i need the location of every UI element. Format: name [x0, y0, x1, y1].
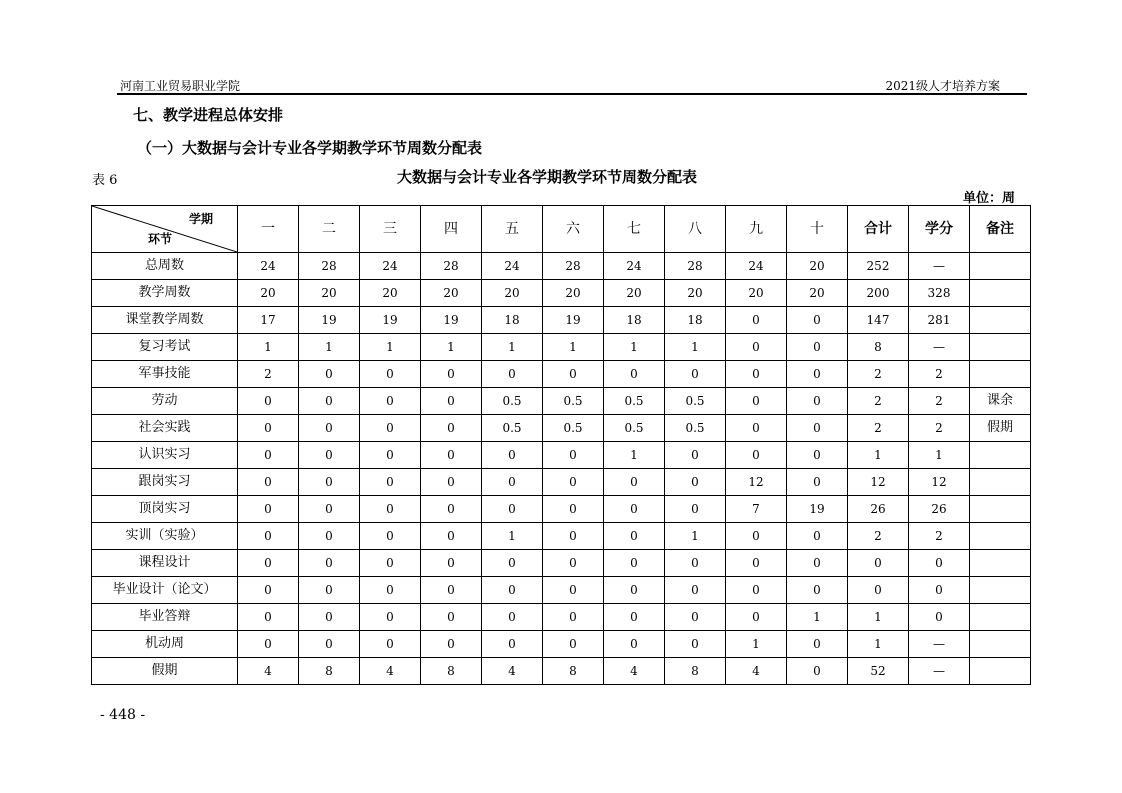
- table-cell: 147: [848, 307, 909, 334]
- corner-label-term: 学期: [188, 212, 213, 226]
- unit-label: 单位：周: [962, 191, 1015, 206]
- column-header: 学分: [909, 206, 970, 253]
- table-cell: 0: [299, 550, 360, 577]
- column-header: 四: [421, 206, 482, 253]
- table-cell: 19: [543, 307, 604, 334]
- table-cell: 28: [665, 253, 726, 280]
- table-cell: 0: [665, 496, 726, 523]
- row-label: 跟岗实习: [92, 469, 238, 496]
- week-allocation-table: [91, 205, 1031, 685]
- column-header: 七: [604, 206, 665, 253]
- note-cell: [970, 658, 1031, 685]
- table-cell: 0.5: [665, 388, 726, 415]
- note-cell: [970, 523, 1031, 550]
- table-cell: 0: [604, 469, 665, 496]
- table-cell: 0: [543, 604, 604, 631]
- table-cell: 20: [360, 280, 421, 307]
- table-cell: 0: [787, 658, 848, 685]
- table-cell: 4: [360, 658, 421, 685]
- column-header: 一: [238, 206, 299, 253]
- table-cell: 1: [360, 334, 421, 361]
- row-label: 毕业答辩: [92, 604, 238, 631]
- row-label: 军事技能: [92, 361, 238, 388]
- table-header-row: [92, 206, 1031, 253]
- table-cell: 0: [482, 361, 543, 388]
- table-cell: 4: [238, 658, 299, 685]
- table-cell: 0: [726, 604, 787, 631]
- table-cell: 0: [787, 577, 848, 604]
- table-cell: 0: [543, 577, 604, 604]
- table-row: [92, 658, 1031, 685]
- table-cell: —: [909, 253, 970, 280]
- table-row: [92, 334, 1031, 361]
- table-cell: 2: [238, 361, 299, 388]
- table-cell: 0: [299, 631, 360, 658]
- table-cell: 0: [360, 388, 421, 415]
- table-cell: 20: [299, 280, 360, 307]
- table-cell: 328: [909, 280, 970, 307]
- table-cell: 0: [543, 496, 604, 523]
- table-cell: 2: [909, 388, 970, 415]
- table-cell: —: [909, 334, 970, 361]
- table-row: [92, 631, 1031, 658]
- table-cell: 0: [543, 469, 604, 496]
- row-label: 课程设计: [92, 550, 238, 577]
- table-row: [92, 415, 1031, 442]
- column-header: 十: [787, 206, 848, 253]
- table-cell: 0: [543, 361, 604, 388]
- table-cell: 0: [421, 631, 482, 658]
- table-cell: 0: [726, 550, 787, 577]
- table-cell: 0: [543, 523, 604, 550]
- table-cell: 281: [909, 307, 970, 334]
- column-header: 五: [482, 206, 543, 253]
- column-header: 备注: [970, 206, 1031, 253]
- table-cell: 1: [482, 523, 543, 550]
- note-cell: [970, 577, 1031, 604]
- table-cell: 0: [238, 631, 299, 658]
- table-cell: 0: [543, 631, 604, 658]
- table-cell: 0: [360, 442, 421, 469]
- row-label: 假期: [92, 658, 238, 685]
- table-cell: 1: [726, 631, 787, 658]
- table-cell: 0: [482, 469, 543, 496]
- table-row: [92, 496, 1031, 523]
- table-cell: 1: [665, 334, 726, 361]
- table-cell: 0: [787, 334, 848, 361]
- table-cell: 0: [299, 442, 360, 469]
- table-cell: 0: [360, 550, 421, 577]
- table-cell: 20: [726, 280, 787, 307]
- table-cell: 0: [238, 604, 299, 631]
- table-cell: 0: [360, 496, 421, 523]
- table-cell: 0: [726, 307, 787, 334]
- table-cell: 0: [238, 550, 299, 577]
- table-cell: 24: [482, 253, 543, 280]
- table-cell: 24: [726, 253, 787, 280]
- table-cell: 0: [360, 577, 421, 604]
- table-row: [92, 604, 1031, 631]
- table-row: [92, 253, 1031, 280]
- table-cell: 7: [726, 496, 787, 523]
- table-cell: 2: [848, 361, 909, 388]
- table-cell: 0: [665, 361, 726, 388]
- table-row: [92, 550, 1031, 577]
- table-cell: 0: [238, 496, 299, 523]
- table-cell: —: [909, 658, 970, 685]
- table-cell: 0: [238, 523, 299, 550]
- table-cell: 1: [543, 334, 604, 361]
- table-cell: 0: [299, 604, 360, 631]
- table-cell: 0: [482, 577, 543, 604]
- table-cell: 4: [604, 658, 665, 685]
- table-cell: 0: [299, 523, 360, 550]
- table-cell: 0: [604, 523, 665, 550]
- table-cell: 0: [848, 577, 909, 604]
- table-cell: 0: [482, 496, 543, 523]
- table-cell: 0: [421, 361, 482, 388]
- table-cell: 1: [787, 604, 848, 631]
- table-cell: 0: [665, 550, 726, 577]
- table-row: [92, 523, 1031, 550]
- table-cell: 0: [787, 442, 848, 469]
- table-cell: 0: [421, 415, 482, 442]
- table-cell: 0.5: [604, 388, 665, 415]
- table-cell: 0: [299, 388, 360, 415]
- section-title: 七、教学进程总体安排: [133, 106, 284, 124]
- table-cell: 0: [604, 361, 665, 388]
- column-header: 二: [299, 206, 360, 253]
- table-cell: 0: [787, 631, 848, 658]
- table-cell: 0: [238, 469, 299, 496]
- table-cell: 0: [726, 442, 787, 469]
- table-cell: 8: [665, 658, 726, 685]
- table-cell: 0: [421, 442, 482, 469]
- row-label: 总周数: [92, 253, 238, 280]
- table-cell: 28: [299, 253, 360, 280]
- table-cell: 4: [482, 658, 543, 685]
- page-header-left: 河南工业贸易职业学院: [120, 79, 241, 93]
- table-cell: 0: [421, 550, 482, 577]
- table-cell: 252: [848, 253, 909, 280]
- note-cell: [970, 307, 1031, 334]
- table-cell: 19: [787, 496, 848, 523]
- table-row: [92, 577, 1031, 604]
- row-label: 社会实践: [92, 415, 238, 442]
- table-cell: 0: [360, 415, 421, 442]
- table-cell: 0: [360, 604, 421, 631]
- table-cell: 1: [848, 631, 909, 658]
- table-cell: 18: [665, 307, 726, 334]
- table-cell: 0: [726, 334, 787, 361]
- header-rule: [117, 93, 1027, 95]
- table-cell: 4: [726, 658, 787, 685]
- table-cell: 0: [238, 388, 299, 415]
- table-cell: 8: [543, 658, 604, 685]
- table-cell: 1: [604, 334, 665, 361]
- table-cell: 8: [848, 334, 909, 361]
- table-row: [92, 280, 1031, 307]
- table-cell: 20: [238, 280, 299, 307]
- row-label: 课堂教学周数: [92, 307, 238, 334]
- table-cell: 0.5: [482, 388, 543, 415]
- row-label: 毕业设计（论文）: [92, 577, 238, 604]
- table-cell: 0: [421, 577, 482, 604]
- table-cell: 0: [299, 361, 360, 388]
- table-cell: 0: [543, 550, 604, 577]
- table-cell: 0.5: [482, 415, 543, 442]
- table-cell: 0: [238, 577, 299, 604]
- table-cell: 0.5: [604, 415, 665, 442]
- table-cell: 0: [665, 631, 726, 658]
- table-cell: 0: [726, 361, 787, 388]
- table-cell: 52: [848, 658, 909, 685]
- table-cell: 24: [360, 253, 421, 280]
- note-cell: 假期: [970, 415, 1031, 442]
- table-cell: 28: [421, 253, 482, 280]
- table-cell: 0: [787, 415, 848, 442]
- table-cell: 19: [421, 307, 482, 334]
- table-cell: 0: [299, 577, 360, 604]
- row-label: 复习考试: [92, 334, 238, 361]
- table-cell: 1: [299, 334, 360, 361]
- table-cell: 0: [482, 631, 543, 658]
- note-cell: [970, 253, 1031, 280]
- table-cell: 0: [360, 523, 421, 550]
- row-label: 认识实习: [92, 442, 238, 469]
- row-label: 劳动: [92, 388, 238, 415]
- table-cell: 1: [421, 334, 482, 361]
- table-cell: 12: [909, 469, 970, 496]
- table-cell: 24: [238, 253, 299, 280]
- table-cell: 18: [604, 307, 665, 334]
- note-cell: [970, 631, 1031, 658]
- table-cell: 0: [665, 442, 726, 469]
- table-row: [92, 469, 1031, 496]
- table-cell: 28: [543, 253, 604, 280]
- table-cell: 0: [482, 550, 543, 577]
- note-cell: [970, 550, 1031, 577]
- table-cell: 0: [787, 469, 848, 496]
- page-header-right: 2021级人才培养方案: [885, 79, 1000, 93]
- table-cell: 0: [726, 523, 787, 550]
- table-cell: 2: [909, 361, 970, 388]
- table-cell: 0.5: [665, 415, 726, 442]
- table-row: [92, 361, 1031, 388]
- table-cell: 17: [238, 307, 299, 334]
- table-cell: 0: [726, 415, 787, 442]
- table-cell: 1: [909, 442, 970, 469]
- note-cell: 课余: [970, 388, 1031, 415]
- table-cell: 0: [787, 307, 848, 334]
- corner-cell: [92, 206, 238, 253]
- table-cell: 0: [604, 604, 665, 631]
- table-cell: 2: [848, 415, 909, 442]
- table-cell: 0: [299, 469, 360, 496]
- column-header: 八: [665, 206, 726, 253]
- table-cell: 20: [665, 280, 726, 307]
- table-cell: 8: [299, 658, 360, 685]
- row-label: 教学周数: [92, 280, 238, 307]
- table-cell: 0: [238, 442, 299, 469]
- table-cell: 1: [238, 334, 299, 361]
- table-cell: 19: [360, 307, 421, 334]
- table-cell: 0: [909, 604, 970, 631]
- table-cell: 24: [604, 253, 665, 280]
- table-cell: 0: [848, 550, 909, 577]
- table-cell: 0: [482, 604, 543, 631]
- note-cell: [970, 442, 1031, 469]
- table-cell: 1: [665, 523, 726, 550]
- table-cell: 0: [726, 577, 787, 604]
- table-cell: 0.5: [543, 415, 604, 442]
- column-header: 六: [543, 206, 604, 253]
- table-cell: 0: [604, 631, 665, 658]
- row-label: 顶岗实习: [92, 496, 238, 523]
- table-cell: 200: [848, 280, 909, 307]
- table-cell: 2: [848, 523, 909, 550]
- table-cell: 20: [787, 280, 848, 307]
- table-cell: 0: [299, 415, 360, 442]
- table-cell: 12: [726, 469, 787, 496]
- table-cell: —: [909, 631, 970, 658]
- table-cell: 0: [787, 523, 848, 550]
- row-label: 实训（实验）: [92, 523, 238, 550]
- table-cell: 0: [909, 550, 970, 577]
- table-cell: 0: [421, 469, 482, 496]
- table-cell: 0: [604, 577, 665, 604]
- column-header: 三: [360, 206, 421, 253]
- column-header: 合计: [848, 206, 909, 253]
- table-cell: 20: [787, 253, 848, 280]
- table-cell: 0: [604, 550, 665, 577]
- table-cell: 0: [665, 577, 726, 604]
- table-cell: 0: [421, 604, 482, 631]
- table-cell: 1: [848, 442, 909, 469]
- note-cell: [970, 334, 1031, 361]
- column-header: 九: [726, 206, 787, 253]
- table-cell: 20: [604, 280, 665, 307]
- corner-label-stage: 环节: [148, 232, 173, 246]
- row-label: 机动周: [92, 631, 238, 658]
- table-cell: 0: [421, 523, 482, 550]
- table-cell: 18: [482, 307, 543, 334]
- table-cell: 1: [604, 442, 665, 469]
- table-cell: 2: [848, 388, 909, 415]
- table-cell: 20: [482, 280, 543, 307]
- table-cell: 0: [787, 550, 848, 577]
- table-cell: 8: [421, 658, 482, 685]
- note-cell: [970, 361, 1031, 388]
- table-cell: 0: [421, 388, 482, 415]
- table-cell: 1: [848, 604, 909, 631]
- table-cell: 0: [726, 388, 787, 415]
- table-cell: 0: [360, 469, 421, 496]
- table-cell: 0: [665, 469, 726, 496]
- table-row: [92, 442, 1031, 469]
- table-cell: 0: [787, 361, 848, 388]
- table-row: [92, 388, 1031, 415]
- table-cell: 2: [909, 523, 970, 550]
- table-cell: 0: [482, 442, 543, 469]
- note-cell: [970, 280, 1031, 307]
- table-cell: 1: [482, 334, 543, 361]
- table-cell: 0: [360, 631, 421, 658]
- table-cell: 0: [421, 496, 482, 523]
- subsection-title: （一）大数据与会计专业各学期教学环节周数分配表: [137, 139, 483, 157]
- table-cell: 12: [848, 469, 909, 496]
- table-row: [92, 307, 1031, 334]
- note-cell: [970, 604, 1031, 631]
- note-cell: [970, 496, 1031, 523]
- table-cell: 2: [909, 415, 970, 442]
- table-label: 表 6: [92, 173, 118, 188]
- table-cell: 0: [787, 388, 848, 415]
- table-cell: 19: [299, 307, 360, 334]
- table-cell: 0: [604, 496, 665, 523]
- table-cell: 0: [909, 577, 970, 604]
- table-cell: 0: [543, 442, 604, 469]
- table-cell: 20: [543, 280, 604, 307]
- table-cell: 0.5: [543, 388, 604, 415]
- table-cell: 0: [360, 361, 421, 388]
- table-cell: 0: [299, 496, 360, 523]
- table-cell: 20: [421, 280, 482, 307]
- table-cell: 0: [665, 604, 726, 631]
- table-caption: 大数据与会计专业各学期教学环节周数分配表: [396, 168, 697, 186]
- page-number: - 448 -: [100, 707, 146, 723]
- note-cell: [970, 469, 1031, 496]
- table-cell: 26: [848, 496, 909, 523]
- table-cell: 0: [238, 415, 299, 442]
- table-cell: 26: [909, 496, 970, 523]
